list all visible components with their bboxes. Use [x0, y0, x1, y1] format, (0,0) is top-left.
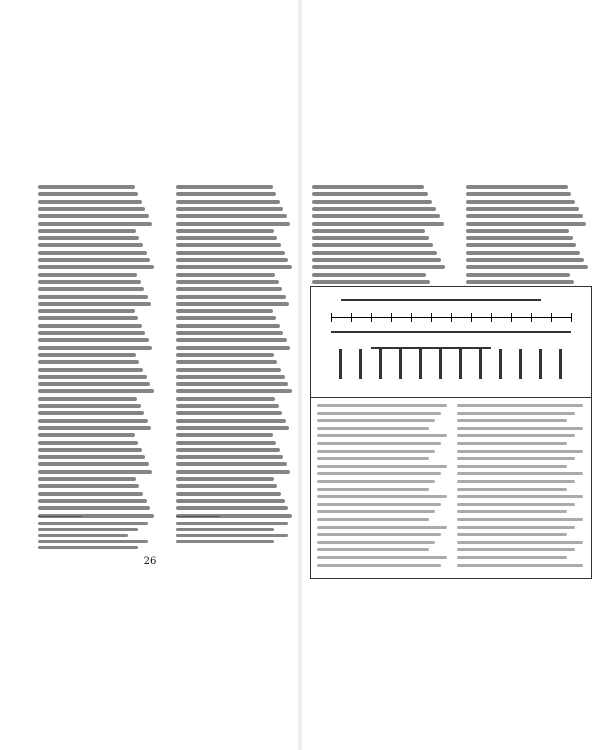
text-line [466, 222, 586, 226]
text-line [466, 258, 584, 262]
text-line [38, 477, 136, 481]
caption-line [457, 533, 567, 536]
text-line [38, 470, 152, 474]
text-line [312, 185, 424, 189]
text-line [176, 185, 273, 189]
vertical-label [499, 349, 502, 379]
text-line [176, 309, 273, 313]
vertical-label [339, 349, 342, 379]
caption-line [317, 472, 441, 475]
text-line [312, 243, 433, 247]
scale-tick [371, 313, 372, 322]
caption-line [317, 556, 447, 559]
text-line [38, 368, 143, 372]
text-line [312, 207, 436, 211]
scale-tick [551, 313, 552, 322]
text-line [38, 419, 148, 423]
text-line [312, 192, 428, 196]
text-line [38, 185, 135, 189]
text-line [38, 382, 150, 386]
scale-range-bar [371, 347, 491, 349]
text-line [176, 375, 285, 379]
text-line [176, 192, 276, 196]
text-line [466, 251, 580, 255]
vertical-label [559, 349, 562, 379]
text-line [466, 236, 573, 240]
text-line [38, 404, 141, 408]
caption-line [457, 404, 583, 407]
text-line [176, 389, 292, 393]
vertical-label [439, 349, 442, 379]
text-line [466, 200, 575, 204]
page-number-left: 26 [143, 556, 157, 567]
footnote-line [38, 522, 148, 525]
scale-range-bar [331, 331, 571, 333]
text-line [38, 441, 138, 445]
text-line [176, 441, 276, 445]
text-line [38, 346, 152, 350]
text-line [176, 484, 277, 488]
text-line [38, 200, 142, 204]
caption-line [457, 564, 583, 567]
caption-line [317, 465, 447, 468]
caption-line [457, 526, 575, 529]
caption-line [317, 495, 447, 498]
text-line [176, 470, 290, 474]
text-line [176, 222, 290, 226]
vertical-label [459, 349, 462, 379]
text-line [176, 243, 281, 247]
caption-line [317, 404, 447, 407]
text-line [312, 214, 440, 218]
vertical-label [399, 349, 402, 379]
scale-tick [571, 313, 572, 322]
text-line [38, 353, 136, 357]
vertical-label [479, 349, 482, 379]
footnote-rule [176, 516, 220, 517]
footnote-rule [38, 516, 82, 517]
caption-line [457, 465, 567, 468]
text-line [38, 499, 147, 503]
scale-tick [471, 313, 472, 322]
text-line [38, 492, 143, 496]
caption-line [317, 510, 435, 513]
caption-line [457, 556, 567, 559]
text-line [38, 455, 145, 459]
text-line [176, 506, 288, 510]
text-line [466, 192, 571, 196]
text-line [176, 382, 288, 386]
caption-line [457, 412, 575, 415]
vertical-label [379, 349, 382, 379]
caption-line [317, 450, 435, 453]
text-line [38, 397, 137, 401]
text-line [38, 265, 154, 269]
scale-tick [411, 313, 412, 322]
text-line [38, 302, 151, 306]
text-line [312, 200, 432, 204]
text-line [176, 455, 283, 459]
scale-tick [391, 313, 392, 322]
caption-line [457, 427, 583, 430]
text-line [176, 353, 274, 357]
text-line [38, 222, 152, 226]
caption-line [317, 442, 441, 445]
scale-tick [491, 313, 492, 322]
text-line [176, 346, 290, 350]
footnote-line [176, 522, 288, 525]
scale-tick [331, 313, 332, 322]
vertical-label [519, 349, 522, 379]
footnote-line [38, 540, 148, 543]
scale-tick [531, 313, 532, 322]
text-line [176, 324, 280, 328]
text-line [176, 287, 282, 291]
vertical-label [359, 349, 362, 379]
caption-line [317, 564, 441, 567]
scale-tick [451, 313, 452, 322]
text-line [38, 295, 148, 299]
caption-line [457, 457, 575, 460]
caption-line [317, 480, 435, 483]
text-line [176, 404, 279, 408]
caption-line [317, 412, 441, 415]
text-line [38, 258, 150, 262]
text-line [176, 302, 289, 306]
text-line [466, 265, 588, 269]
text-line [38, 324, 142, 328]
text-line [176, 477, 274, 481]
caption-line [317, 548, 429, 551]
text-line [176, 280, 279, 284]
figure-caption-box [310, 397, 592, 579]
text-line [176, 397, 275, 401]
caption-line [317, 526, 447, 529]
text-line [312, 280, 430, 284]
text-line [176, 236, 277, 240]
text-line [466, 280, 574, 284]
caption-line [457, 503, 575, 506]
text-line [38, 389, 154, 393]
text-line [466, 207, 579, 211]
vertical-label [539, 349, 542, 379]
caption-line [317, 488, 429, 491]
caption-line [317, 518, 429, 521]
text-line [38, 426, 151, 430]
text-line [38, 251, 147, 255]
text-line [466, 185, 568, 189]
caption-line [317, 533, 441, 536]
text-line [38, 236, 139, 240]
caption-line [457, 488, 567, 491]
caption-line [317, 427, 429, 430]
caption-line [317, 541, 435, 544]
text-line [38, 287, 144, 291]
vertical-label [419, 349, 422, 379]
text-line [38, 229, 136, 233]
scale-tick [511, 313, 512, 322]
caption-line [317, 434, 447, 437]
text-line [176, 426, 289, 430]
text-line [176, 214, 287, 218]
text-line [38, 448, 142, 452]
text-line [38, 375, 147, 379]
text-line [38, 411, 144, 415]
text-line [176, 265, 292, 269]
left-page [0, 0, 298, 750]
text-line [466, 229, 569, 233]
caption-line [317, 457, 429, 460]
footnote-line [38, 528, 138, 531]
text-line [312, 258, 441, 262]
text-line [38, 316, 138, 320]
text-line [176, 368, 281, 372]
text-line [176, 258, 288, 262]
caption-line [457, 472, 583, 475]
caption-line [317, 419, 435, 422]
text-line [176, 492, 281, 496]
caption-line [457, 419, 567, 422]
text-line [176, 200, 280, 204]
text-line [176, 331, 283, 335]
text-line [176, 462, 287, 466]
caption-line [457, 510, 567, 513]
caption-line [317, 503, 441, 506]
text-line [38, 360, 139, 364]
caption-line [457, 450, 583, 453]
text-line [176, 360, 277, 364]
text-line [176, 448, 280, 452]
text-line [312, 236, 429, 240]
text-line [312, 251, 437, 255]
footnote-line [176, 540, 274, 543]
text-line [312, 229, 425, 233]
text-line [466, 214, 583, 218]
text-line [176, 295, 286, 299]
caption-line [457, 434, 575, 437]
scale-diagram-figure [310, 286, 592, 398]
footnote-line [38, 546, 138, 549]
text-line [38, 338, 149, 342]
footnote-line [176, 528, 274, 531]
text-line [466, 243, 576, 247]
scale-tick [351, 313, 352, 322]
text-line [38, 243, 143, 247]
text-line [176, 499, 285, 503]
text-line [38, 273, 137, 277]
text-line [176, 207, 283, 211]
caption-line [457, 480, 575, 483]
text-line [176, 229, 274, 233]
text-line [38, 331, 145, 335]
text-line [38, 506, 150, 510]
text-line [38, 192, 138, 196]
caption-line [457, 541, 583, 544]
scale-range-bar [341, 299, 541, 301]
caption-line [457, 495, 583, 498]
text-line [176, 251, 285, 255]
text-line [38, 484, 139, 488]
text-line [38, 433, 135, 437]
text-line [312, 222, 444, 226]
scale-tick [431, 313, 432, 322]
caption-line [457, 548, 575, 551]
text-line [176, 411, 282, 415]
footnote-line [176, 534, 288, 537]
text-line [176, 338, 287, 342]
text-line [38, 280, 141, 284]
text-line [176, 316, 276, 320]
footnote-line [38, 534, 128, 537]
text-line [312, 273, 426, 277]
text-line [176, 433, 273, 437]
caption-line [457, 518, 583, 521]
text-line [38, 462, 149, 466]
text-line [466, 273, 570, 277]
text-line [176, 419, 286, 423]
text-line [176, 273, 275, 277]
text-line [38, 207, 145, 211]
text-line [38, 214, 149, 218]
text-line [38, 309, 135, 313]
caption-line [457, 442, 567, 445]
text-line [312, 265, 445, 269]
